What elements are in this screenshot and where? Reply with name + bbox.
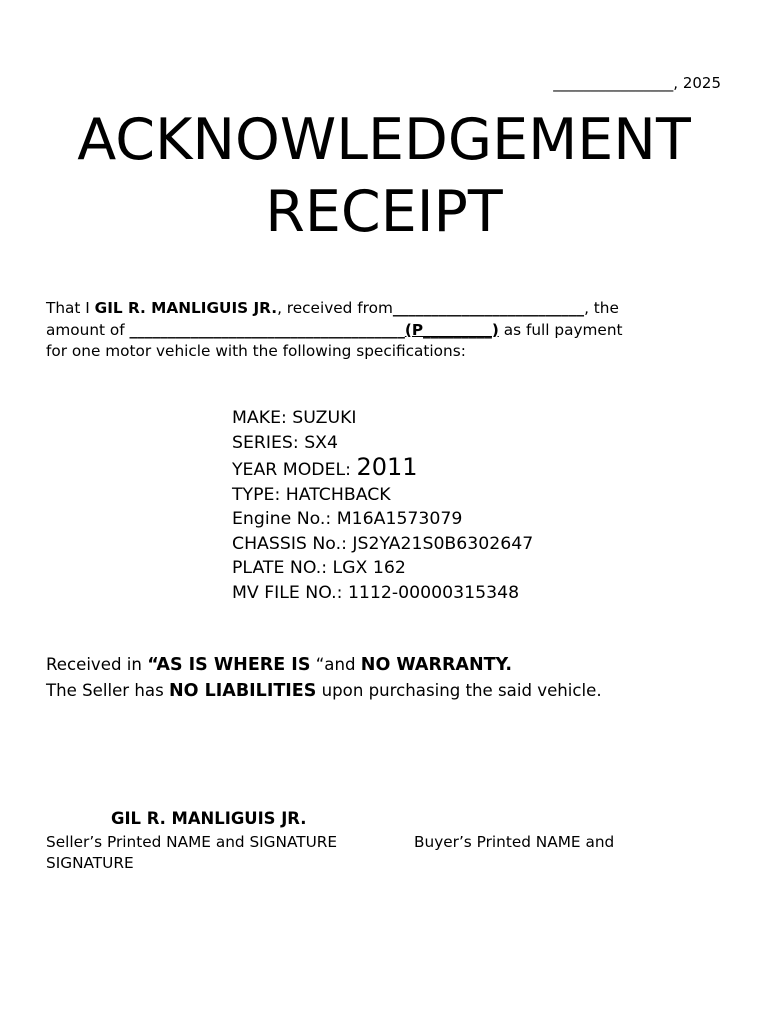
- peso-amount-blank: _________): [423, 320, 499, 339]
- spec-year-label: YEAR MODEL:: [232, 460, 357, 480]
- terms-no-liabilities: NO LIABILITIES: [169, 681, 317, 701]
- vehicle-specifications: [232, 406, 533, 605]
- amount-words-blank: ____________________________________: [129, 320, 405, 339]
- date-blank: ________________: [553, 74, 674, 92]
- spec-year-model: [232, 455, 533, 483]
- terms-upon: upon purchasing the said vehicle.: [316, 681, 602, 700]
- spec-series: SERIES: SX4: [232, 432, 338, 453]
- terms-received-in: Received in: [46, 655, 148, 674]
- spec-plate: PLATE NO.: LGX 162: [232, 558, 406, 578]
- terms-paragraph: [46, 652, 602, 704]
- terms-no-warranty: NO WARRANTY.: [360, 655, 512, 675]
- seller-signature-label: Seller’s Printed NAME and SIGNATURE: [46, 833, 338, 851]
- peso-open: (P: [404, 320, 424, 339]
- buyer-name-blank: _________________________: [392, 299, 585, 317]
- terms-line-1: [46, 652, 602, 678]
- buyer-signature-label: Buyer’s Printed NAME and: [414, 833, 615, 851]
- intro-line-1: [46, 298, 726, 320]
- terms-line-2: [46, 678, 602, 704]
- spec-make: MAKE: SUZUKI: [232, 408, 357, 428]
- intro-paragraph: [46, 298, 726, 363]
- intro-the: , the: [584, 299, 619, 317]
- seller-printed-name: GIL R. MANLIGUIS JR.: [111, 809, 307, 828]
- amount-of-label: amount of: [46, 320, 130, 339]
- date-year: , 2025: [673, 74, 721, 92]
- intro-line-3: for one motor vehicle with the following specifications:: [46, 342, 466, 360]
- spec-engine: Engine No.: M16A1573079: [232, 509, 463, 529]
- terms-seller-has: The Seller has: [46, 681, 170, 700]
- terms-and: “and: [310, 655, 361, 674]
- intro-received-from: , received from: [277, 299, 393, 317]
- full-payment-label: as full payment: [498, 320, 623, 339]
- spec-chassis: CHASSIS No.: JS2YA21S0B6302647: [232, 533, 534, 554]
- terms-as-is: “AS IS WHERE IS: [147, 655, 311, 675]
- intro-line-2: [46, 320, 726, 342]
- document-title: [0, 104, 768, 248]
- title-line-2: RECEIPT: [265, 179, 503, 245]
- spec-year-value: 2011: [356, 453, 418, 481]
- buyer-signature-label-cont: SIGNATURE: [46, 854, 134, 872]
- intro-seller-name: GIL R. MANLIGUIS JR.: [94, 299, 278, 317]
- title-line-1: ACKNOWLEDGEMENT: [77, 107, 691, 173]
- spec-type: TYPE: HATCHBACK: [232, 484, 391, 505]
- date-line: [553, 74, 721, 92]
- spec-mv-file: MV FILE NO.: 1112-00000315348: [232, 582, 520, 603]
- intro-prefix: That I: [46, 299, 95, 317]
